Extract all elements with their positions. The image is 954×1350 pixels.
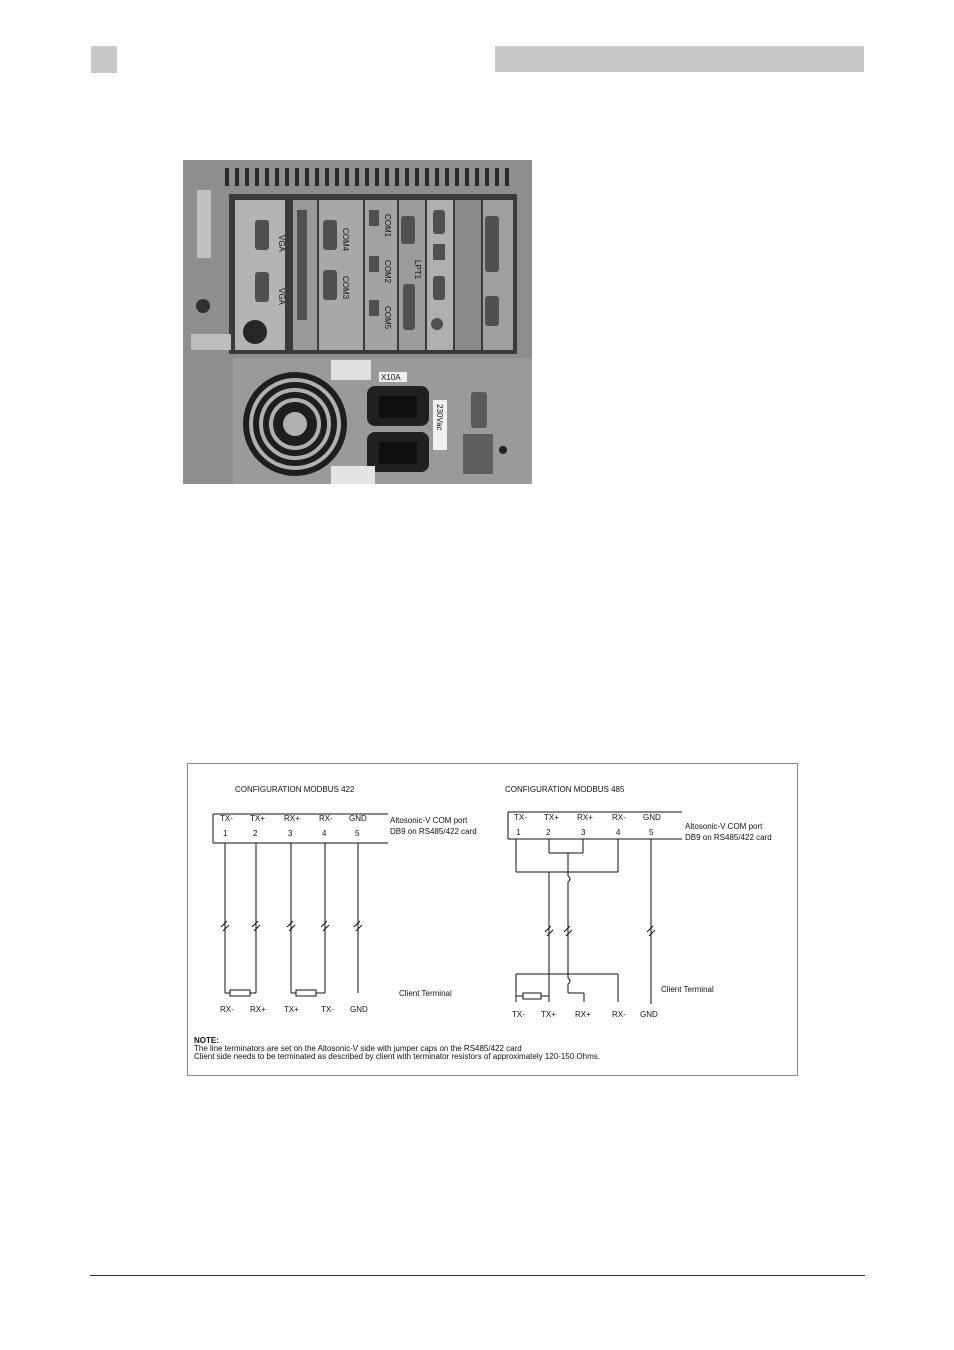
l-sig-2: TX+ [250, 814, 265, 823]
r-port-label-2: DB9 on RS485/422 card [685, 833, 772, 842]
label-com3: COM3 [341, 276, 350, 300]
l-client-sig-5: GND [350, 1005, 368, 1014]
l-port-label-2: DB9 on RS485/422 card [390, 827, 477, 836]
r-pin-2: 2 [546, 828, 551, 837]
r-pin-5: 5 [649, 828, 654, 837]
label-com4: COM4 [341, 228, 350, 252]
title-modbus-485: CONFIGURATION MODBUS 485 [505, 785, 625, 794]
modbus-wiring-diagram [187, 763, 798, 1076]
r-client-sig-3: RX+ [575, 1010, 591, 1019]
r-pin-1: 1 [516, 828, 521, 837]
r-sig-2: TX+ [544, 813, 559, 822]
l-pin-1: 1 [223, 829, 228, 838]
r-sig-1: TX- [514, 813, 527, 822]
l-client-sig-3: TX+ [284, 1005, 299, 1014]
header-page-marker [91, 46, 117, 73]
l-pin-2: 2 [253, 829, 258, 838]
r-pin-3: 3 [581, 828, 586, 837]
l-client-sig-1: RX- [220, 1005, 234, 1014]
r-client-sig-1: TX- [512, 1010, 525, 1019]
label-lpt: LPT1 [413, 260, 422, 280]
l-pin-4: 4 [322, 829, 327, 838]
l-client-sig-2: RX+ [250, 1005, 266, 1014]
fan-icon [243, 372, 347, 476]
label-voltage: 230Vac [435, 404, 444, 431]
header-section-bar [495, 46, 864, 72]
label-x10a: X10A [381, 373, 401, 382]
label-com2: COM2 [383, 260, 392, 284]
l-sig-3: RX+ [284, 814, 300, 823]
r-sig-4: RX- [612, 813, 626, 822]
note-line-1: The line terminators are set on the Altosonic-V side with jumper caps on the RS485/422 card [194, 1044, 522, 1053]
l-client-sig-4: TX- [321, 1005, 334, 1014]
label-com1: COM1 [383, 214, 392, 238]
r-client-sig-4: RX- [612, 1010, 626, 1019]
r-sig-5: GND [643, 813, 661, 822]
l-port-label-1: Altosonic-V COM port [390, 816, 468, 825]
note-line-2: Client side needs to be terminated as described by client with terminator resistors of approximately 120-150 Ohms. [194, 1052, 600, 1061]
vent-slots [225, 168, 509, 186]
r-client-sig-2: TX+ [541, 1010, 556, 1019]
l-sig-5: GND [349, 814, 367, 823]
title-modbus-422: CONFIGURATION MODBUS 422 [235, 785, 355, 794]
r-client-sig-5: GND [640, 1010, 658, 1019]
label-vga-1: VGA [277, 235, 286, 252]
r-sig-3: RX+ [577, 813, 593, 822]
label-vga-2: VGA [277, 288, 286, 305]
l-sig-1: TX- [220, 814, 233, 823]
r-port-label-1: Altosonic-V COM port [685, 822, 763, 831]
r-client-label: Client Terminal [661, 985, 714, 994]
l-client-label: Client Terminal [399, 989, 452, 998]
l-pin-3: 3 [288, 829, 293, 838]
note-title: NOTE: [194, 1036, 219, 1045]
footer-rule [90, 1275, 865, 1276]
rear-panel-photo [183, 160, 532, 484]
r-pin-4: 4 [616, 828, 621, 837]
l-pin-5: 5 [355, 829, 360, 838]
label-com5: COM5 [383, 306, 392, 330]
l-sig-4: RX- [319, 814, 333, 823]
